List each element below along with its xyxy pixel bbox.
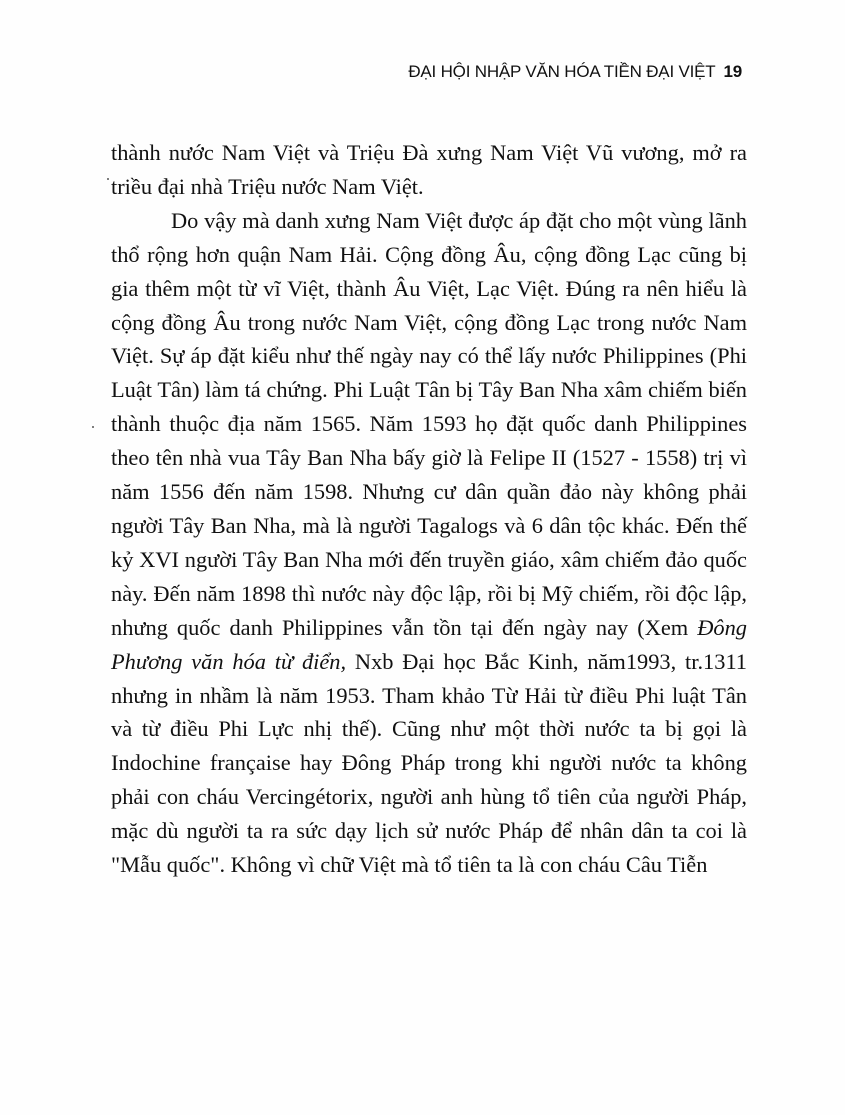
cited-book-title: Đông Phương văn hóa từ điển, [111, 614, 747, 674]
paragraph-continuation: thành nước Nam Việt và Triệu Đà xưng Nam Việt Vũ vương, mở ra triều đại nhà Triệu nước Nam Việt. [111, 140, 747, 199]
paragraph-main [111, 204, 747, 882]
scan-speck [107, 178, 109, 180]
paragraph-text-part-1: Do vậy mà danh xưng Nam Việt được áp đặt cho một vùng lãnh thổ rộng hơn quận Nam Hải. Cộng đồng Âu, cộng đồng Lạc cũng bị gia thêm một từ vĩ Việt, thành Âu Việt, Lạc Việt. Đúng ra nên hiểu là cộng đồng Âu trong nước Nam Việt, cộng đồng Lạc trong nước Nam Việt. Sự áp đặt kiểu như thế ngày nay có thể lấy nước Philippines (Phi Luật Tân) làm tá chứng. Phi Luật Tân bị Tây Ban Nha xâm chiếm biến thành thuộc địa năm 1565. Năm 1593 họ đặt quốc danh Philippines theo tên nhà vua Tây Ban Nha bấy giờ là Felipe II (1527 - 1558) trị vì năm 1556 đến năm 1598. Nhưng cư dân quần đảo này không phải người Tây Ban Nha, mà là người Tagalogs và 6 dân tộc khác. Đến thế kỷ XVI người Tây Ban Nha mới đến truyền giáo, xâm chiếm đảo quốc này. Đến năm 1898 thì nước này độc lập, rồi bị Mỹ chiếm, rồi độc lập, nhưng quốc danh Philippines vẫn tồn tại đến ngày nay (Xem [111, 207, 747, 640]
page-number: 19 [723, 62, 742, 81]
running-title: ĐẠI HỘI NHẬP VĂN HÓA TIỀN ĐẠI VIỆT [408, 62, 716, 81]
scan-speck [92, 426, 94, 428]
paragraph-text-part-2: Nxb Đại học Bắc Kinh, năm1993, tr.1311 nhưng in nhầm là năm 1953. Tham khảo Từ Hải từ điều Phi luật Tân và từ điều Phi Lực nhị thế). Cũng như một thời nước ta bị gọi là Indochine française hay Đông Pháp trong khi người nước ta không phải con cháu Vercingétorix, người anh hùng tổ tiên của người Pháp, mặc dù người ta ra sức dạy lịch sử nước Pháp để nhân dân ta coi là "Mẫu quốc". Không vì chữ Việt mà tổ tiên ta là con cháu Câu Tiễn [111, 648, 747, 878]
running-header [408, 62, 742, 82]
body-text [111, 136, 747, 882]
